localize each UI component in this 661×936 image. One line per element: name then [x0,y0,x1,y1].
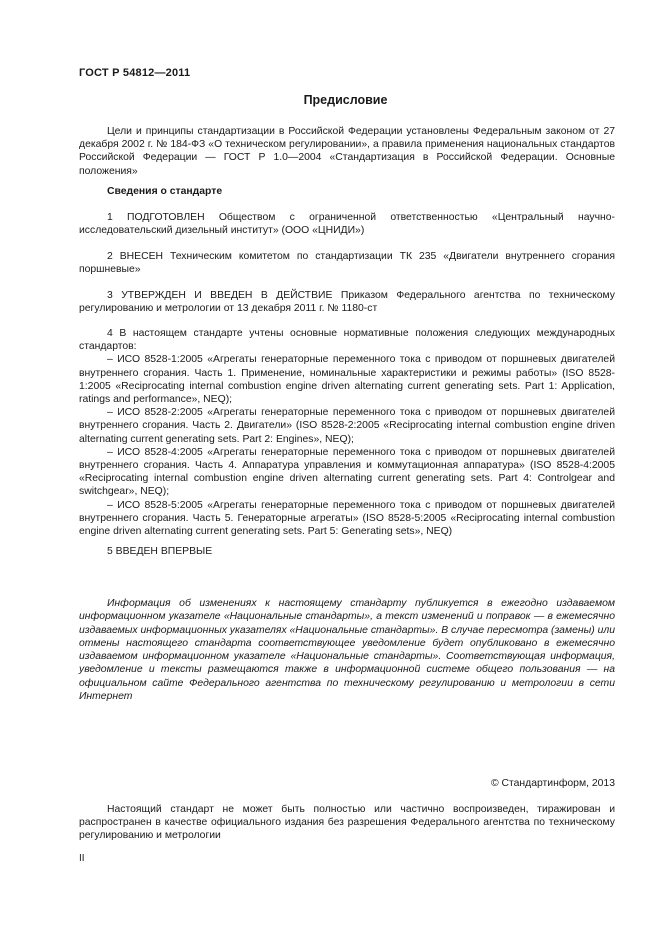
item-5 [79,545,615,558]
item-1 [79,211,615,237]
standard-number: ГОСТ Р 54812—2011 [79,67,191,79]
item-5-text: 5 ВВЕДЕН ВПЕРВЫЕ [107,546,213,557]
reproduction-note-block [79,803,615,843]
reproduction-note: Настоящий стандарт не может быть полностью или частично воспроизведен, тиражирован и распространен в качестве официального издания без разрешения Федерального агентства по техническому регулированию и метрологии [79,804,615,842]
item-4-intro: 4 В настоящем стандарте учтены основные нормативные положения следующих международных стандартов: [79,328,615,353]
about-heading: Сведения о стандарте [107,186,223,197]
item-4-ref: – ИСО 8528-1:2005 «Агрегаты генераторные переменного тока с приводом от поршневых двигателей внутреннего сгорания. Часть 1. Применение, номинальные характеристики и режимы работы» (ISO 8528-1:2005 «Reciprocating internal combustion engine driven alternating current generating sets. Part 1: Application, ratings and performance», NEQ); [79,354,615,406]
page-title: Предисловие [303,93,388,107]
item-4-ref: – ИСО 8528-5:2005 «Агрегаты генераторные переменного тока с приводом от поршневых двигателей внутреннего сгорания. Часть 5. Генераторные агрегаты» (ISO 8528-5:2005 «Reciprocating internal combustion engine driven alternating current generating sets. Part 5: Generating sets», NEQ) [79,499,615,538]
item-3 [79,289,615,315]
item-4-ref: – ИСО 8528-2:2005 «Агрегаты генераторные переменного тока с приводом от поршневых двигателей внутреннего сгорания. Часть 2. Двигатели» (ISO 8528-2:2005 «Reciprocating internal combustion engine driven alternating current generating sets. Part 2: Engines», NEQ); [79,407,615,445]
notice-block [79,597,615,703]
item-4-ref: – ИСО 8528-4:2005 «Агрегаты генераторные переменного тока с приводом от поршневых двигателей внутреннего сгорания. Часть 4. Аппаратура управления и коммутационная аппаратура» (ISO 8528-4:2005 «Reciprocating internal combustion engine driven alternating current generating sets. Part 4: Controlgear and switchgear», NEQ); [79,446,615,498]
item-3-text: 3 УТВЕРЖДЕН И ВВЕДЕН В ДЕЙСТВИЕ Приказом Федерального агентства по техническому регулированию и метрологии от 13 декабря 2011 г. № 1180-ст [79,290,615,315]
item-2 [79,250,615,276]
copyright: © Стандартинформ, 2013 [490,778,615,789]
item-2-text: 2 ВНЕСЕН Техническим комитетом по стандартизации ТК 235 «Двигатели внутреннего сгорания поршневые» [79,251,615,276]
notice-text: Информация об изменениях к настоящему стандарту публикуется в ежегодно издаваемом информационном указателе «Национальные стандарты», а текст изменений и поправок — в ежемесячно издаваемых информационных указателях «Национальные стандарты». В случае пересмотра (замены) или отмены настоящего стандарта соответствующее уведомление будет опубликовано в ежемесячно издаваемом информационном указателе «Национальные стандарты». Соответствующая информация, уведомление и тексты размещаются также в информационной системе общего пользования — на официальном сайте Федерального агентства по техническому регулированию и метрологии в сети Интернет [79,598,615,703]
item-4 [79,327,615,538]
page-number: II [79,853,85,864]
intro-paragraph: Цели и принципы стандартизации в Российской Федерации установлены Федеральным законом от 27 декабря 2002 г. № 184-ФЗ «О техническом регулировании», а правила применения национальных стандартов Российской Федерации — ГОСТ Р 1.0—2004 «Стандартизация в Российской Федерации. Основные положения» [79,126,615,177]
intro-section [79,125,615,178]
item-1-text: 1 ПОДГОТОВЛЕН Обществом с ограниченной ответственностью «Центральный научно-исследовательский дизельный институт» (ООО «ЦНИДИ») [79,212,615,237]
